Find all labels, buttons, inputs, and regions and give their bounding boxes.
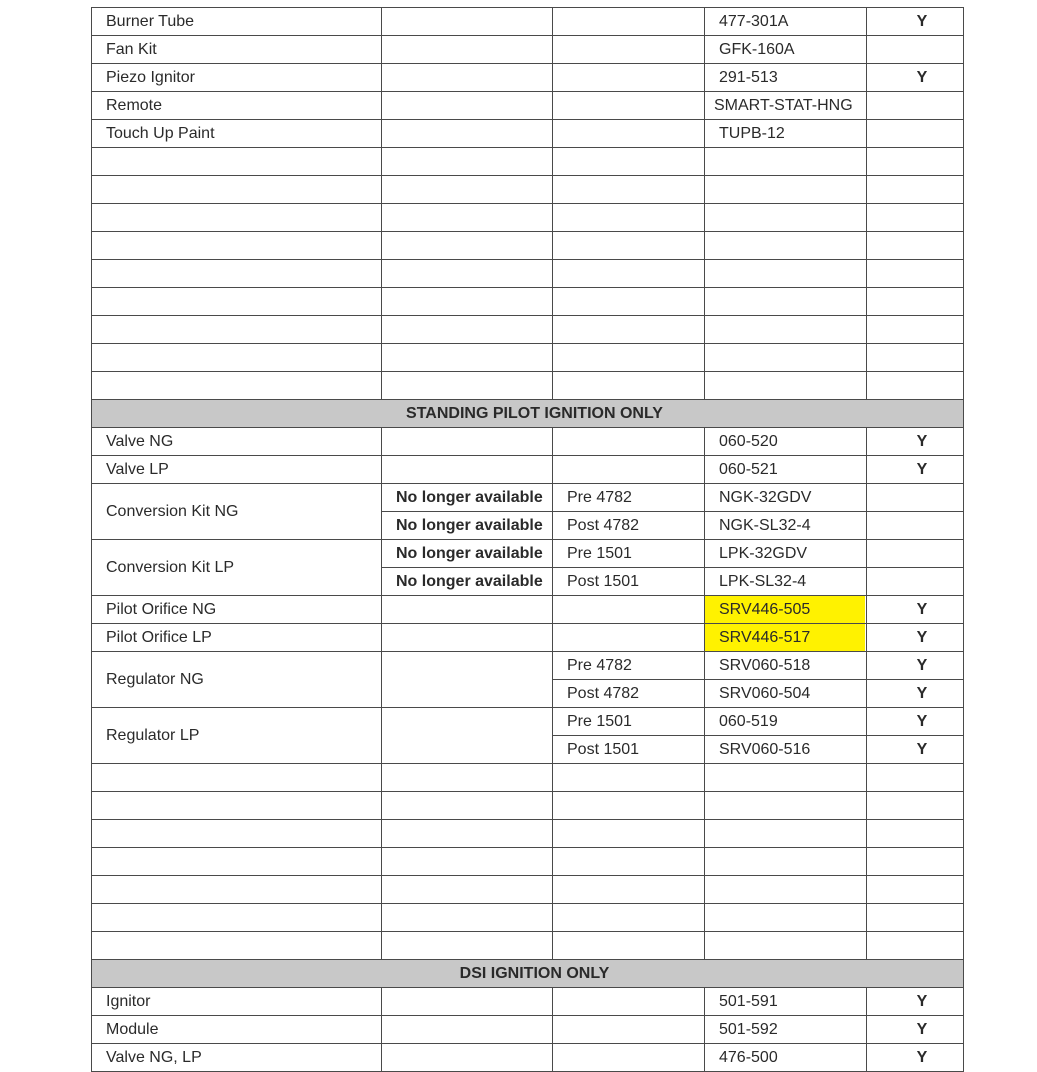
- flag-cell: [867, 540, 964, 568]
- flag-cell: Y: [867, 456, 964, 484]
- table-row: [92, 540, 964, 568]
- empty-row: [92, 372, 964, 400]
- flag-cell: Y: [867, 708, 964, 736]
- flag-cell: [867, 568, 964, 596]
- empty-row: [92, 148, 964, 176]
- table-row: [92, 484, 964, 512]
- flag-cell: Y: [867, 596, 964, 624]
- empty-row: [92, 792, 964, 820]
- table-row: [92, 456, 964, 484]
- part-number: NGK-32GDV: [705, 484, 867, 512]
- part-number: 501-592: [705, 1016, 867, 1044]
- part-number: SRV060-518: [705, 652, 867, 680]
- serial-range: Pre 4782: [553, 652, 705, 680]
- section-header-row: [92, 400, 964, 428]
- part-number: 501-591: [705, 988, 867, 1016]
- highlight-marker: SRV446-505: [705, 596, 866, 623]
- part-number: GFK-160A: [705, 36, 867, 64]
- serial-cell: [553, 64, 705, 92]
- serial-cell: [553, 120, 705, 148]
- part-number: SRV060-516: [705, 736, 867, 764]
- flag-cell: [867, 512, 964, 540]
- flag-cell: Y: [867, 8, 964, 36]
- table-row: [92, 708, 964, 736]
- availability-cell: [382, 36, 553, 64]
- serial-cell: [553, 92, 705, 120]
- flag-cell: Y: [867, 428, 964, 456]
- part-number: SMART-STAT-HNG: [705, 92, 867, 120]
- serial-range: Pre 4782: [553, 484, 705, 512]
- part-name: Module: [92, 1016, 382, 1044]
- empty-row: [92, 820, 964, 848]
- part-number: 291-513: [705, 64, 867, 92]
- part-name: Valve LP: [92, 456, 382, 484]
- table-row: [92, 652, 964, 680]
- table-row: [92, 988, 964, 1016]
- serial-range: Post 4782: [553, 512, 705, 540]
- serial-cell: [553, 36, 705, 64]
- availability-cell: [382, 64, 553, 92]
- empty-row: [92, 904, 964, 932]
- flag-cell: [867, 484, 964, 512]
- table-row: [92, 596, 964, 624]
- empty-row: [92, 764, 964, 792]
- highlight-marker: SRV446-517: [705, 624, 866, 651]
- table-row: [92, 120, 964, 148]
- empty-row: [92, 176, 964, 204]
- part-name: Regulator NG: [92, 652, 382, 708]
- empty-row: [92, 260, 964, 288]
- part-number: 476-500: [705, 1044, 867, 1072]
- part-name: Pilot Orifice NG: [92, 596, 382, 624]
- flag-cell: Y: [867, 1044, 964, 1072]
- empty-row: [92, 288, 964, 316]
- empty-row: [92, 876, 964, 904]
- parts-table: [91, 7, 964, 1072]
- part-number-highlighted: [705, 596, 867, 624]
- part-name: Valve NG, LP: [92, 1044, 382, 1072]
- part-number-highlighted: [705, 624, 867, 652]
- part-name: Burner Tube: [92, 8, 382, 36]
- part-number: 477-301A: [705, 8, 867, 36]
- availability-note: No longer available: [382, 484, 553, 512]
- flag-cell: Y: [867, 680, 964, 708]
- part-number: LPK-32GDV: [705, 540, 867, 568]
- part-number: 060-520: [705, 428, 867, 456]
- flag-cell: [867, 92, 964, 120]
- part-name: Conversion Kit LP: [92, 540, 382, 596]
- flag-cell: Y: [867, 624, 964, 652]
- availability-note: No longer available: [382, 568, 553, 596]
- section-title-standing-pilot: STANDING PILOT IGNITION ONLY: [92, 400, 964, 428]
- part-name: Regulator LP: [92, 708, 382, 764]
- availability-note: No longer available: [382, 512, 553, 540]
- part-name: Touch Up Paint: [92, 120, 382, 148]
- table-row: [92, 92, 964, 120]
- table-row: [92, 36, 964, 64]
- flag-cell: Y: [867, 652, 964, 680]
- part-name: Pilot Orifice LP: [92, 624, 382, 652]
- empty-row: [92, 344, 964, 372]
- part-number: TUPB-12: [705, 120, 867, 148]
- table-row: [92, 624, 964, 652]
- section-header-row: [92, 960, 964, 988]
- part-name: Ignitor: [92, 988, 382, 1016]
- flag-cell: Y: [867, 736, 964, 764]
- table-row: [92, 1044, 964, 1072]
- part-number: 060-521: [705, 456, 867, 484]
- parts-list-sheet: [91, 7, 963, 1072]
- availability-cell: [382, 8, 553, 36]
- part-number: SRV060-504: [705, 680, 867, 708]
- serial-range: Pre 1501: [553, 540, 705, 568]
- part-number: NGK-SL32-4: [705, 512, 867, 540]
- availability-cell: [382, 120, 553, 148]
- part-name: Piezo Ignitor: [92, 64, 382, 92]
- table-row: [92, 1016, 964, 1044]
- part-name: Valve NG: [92, 428, 382, 456]
- flag-cell: [867, 120, 964, 148]
- empty-row: [92, 932, 964, 960]
- serial-range: Post 4782: [553, 680, 705, 708]
- empty-row: [92, 204, 964, 232]
- flag-cell: Y: [867, 1016, 964, 1044]
- availability-cell: [382, 92, 553, 120]
- part-number: 060-519: [705, 708, 867, 736]
- serial-range: Pre 1501: [553, 708, 705, 736]
- section-title-dsi: DSI IGNITION ONLY: [92, 960, 964, 988]
- part-number: LPK-SL32-4: [705, 568, 867, 596]
- table-row: [92, 428, 964, 456]
- availability-note: No longer available: [382, 540, 553, 568]
- table-row: [92, 8, 964, 36]
- flag-cell: Y: [867, 988, 964, 1016]
- empty-row: [92, 848, 964, 876]
- part-name: Fan Kit: [92, 36, 382, 64]
- serial-range: Post 1501: [553, 568, 705, 596]
- empty-row: [92, 232, 964, 260]
- table-row: [92, 64, 964, 92]
- flag-cell: [867, 36, 964, 64]
- part-name: Remote: [92, 92, 382, 120]
- part-name: Conversion Kit NG: [92, 484, 382, 540]
- empty-row: [92, 316, 964, 344]
- serial-cell: [553, 8, 705, 36]
- flag-cell: Y: [867, 64, 964, 92]
- serial-range: Post 1501: [553, 736, 705, 764]
